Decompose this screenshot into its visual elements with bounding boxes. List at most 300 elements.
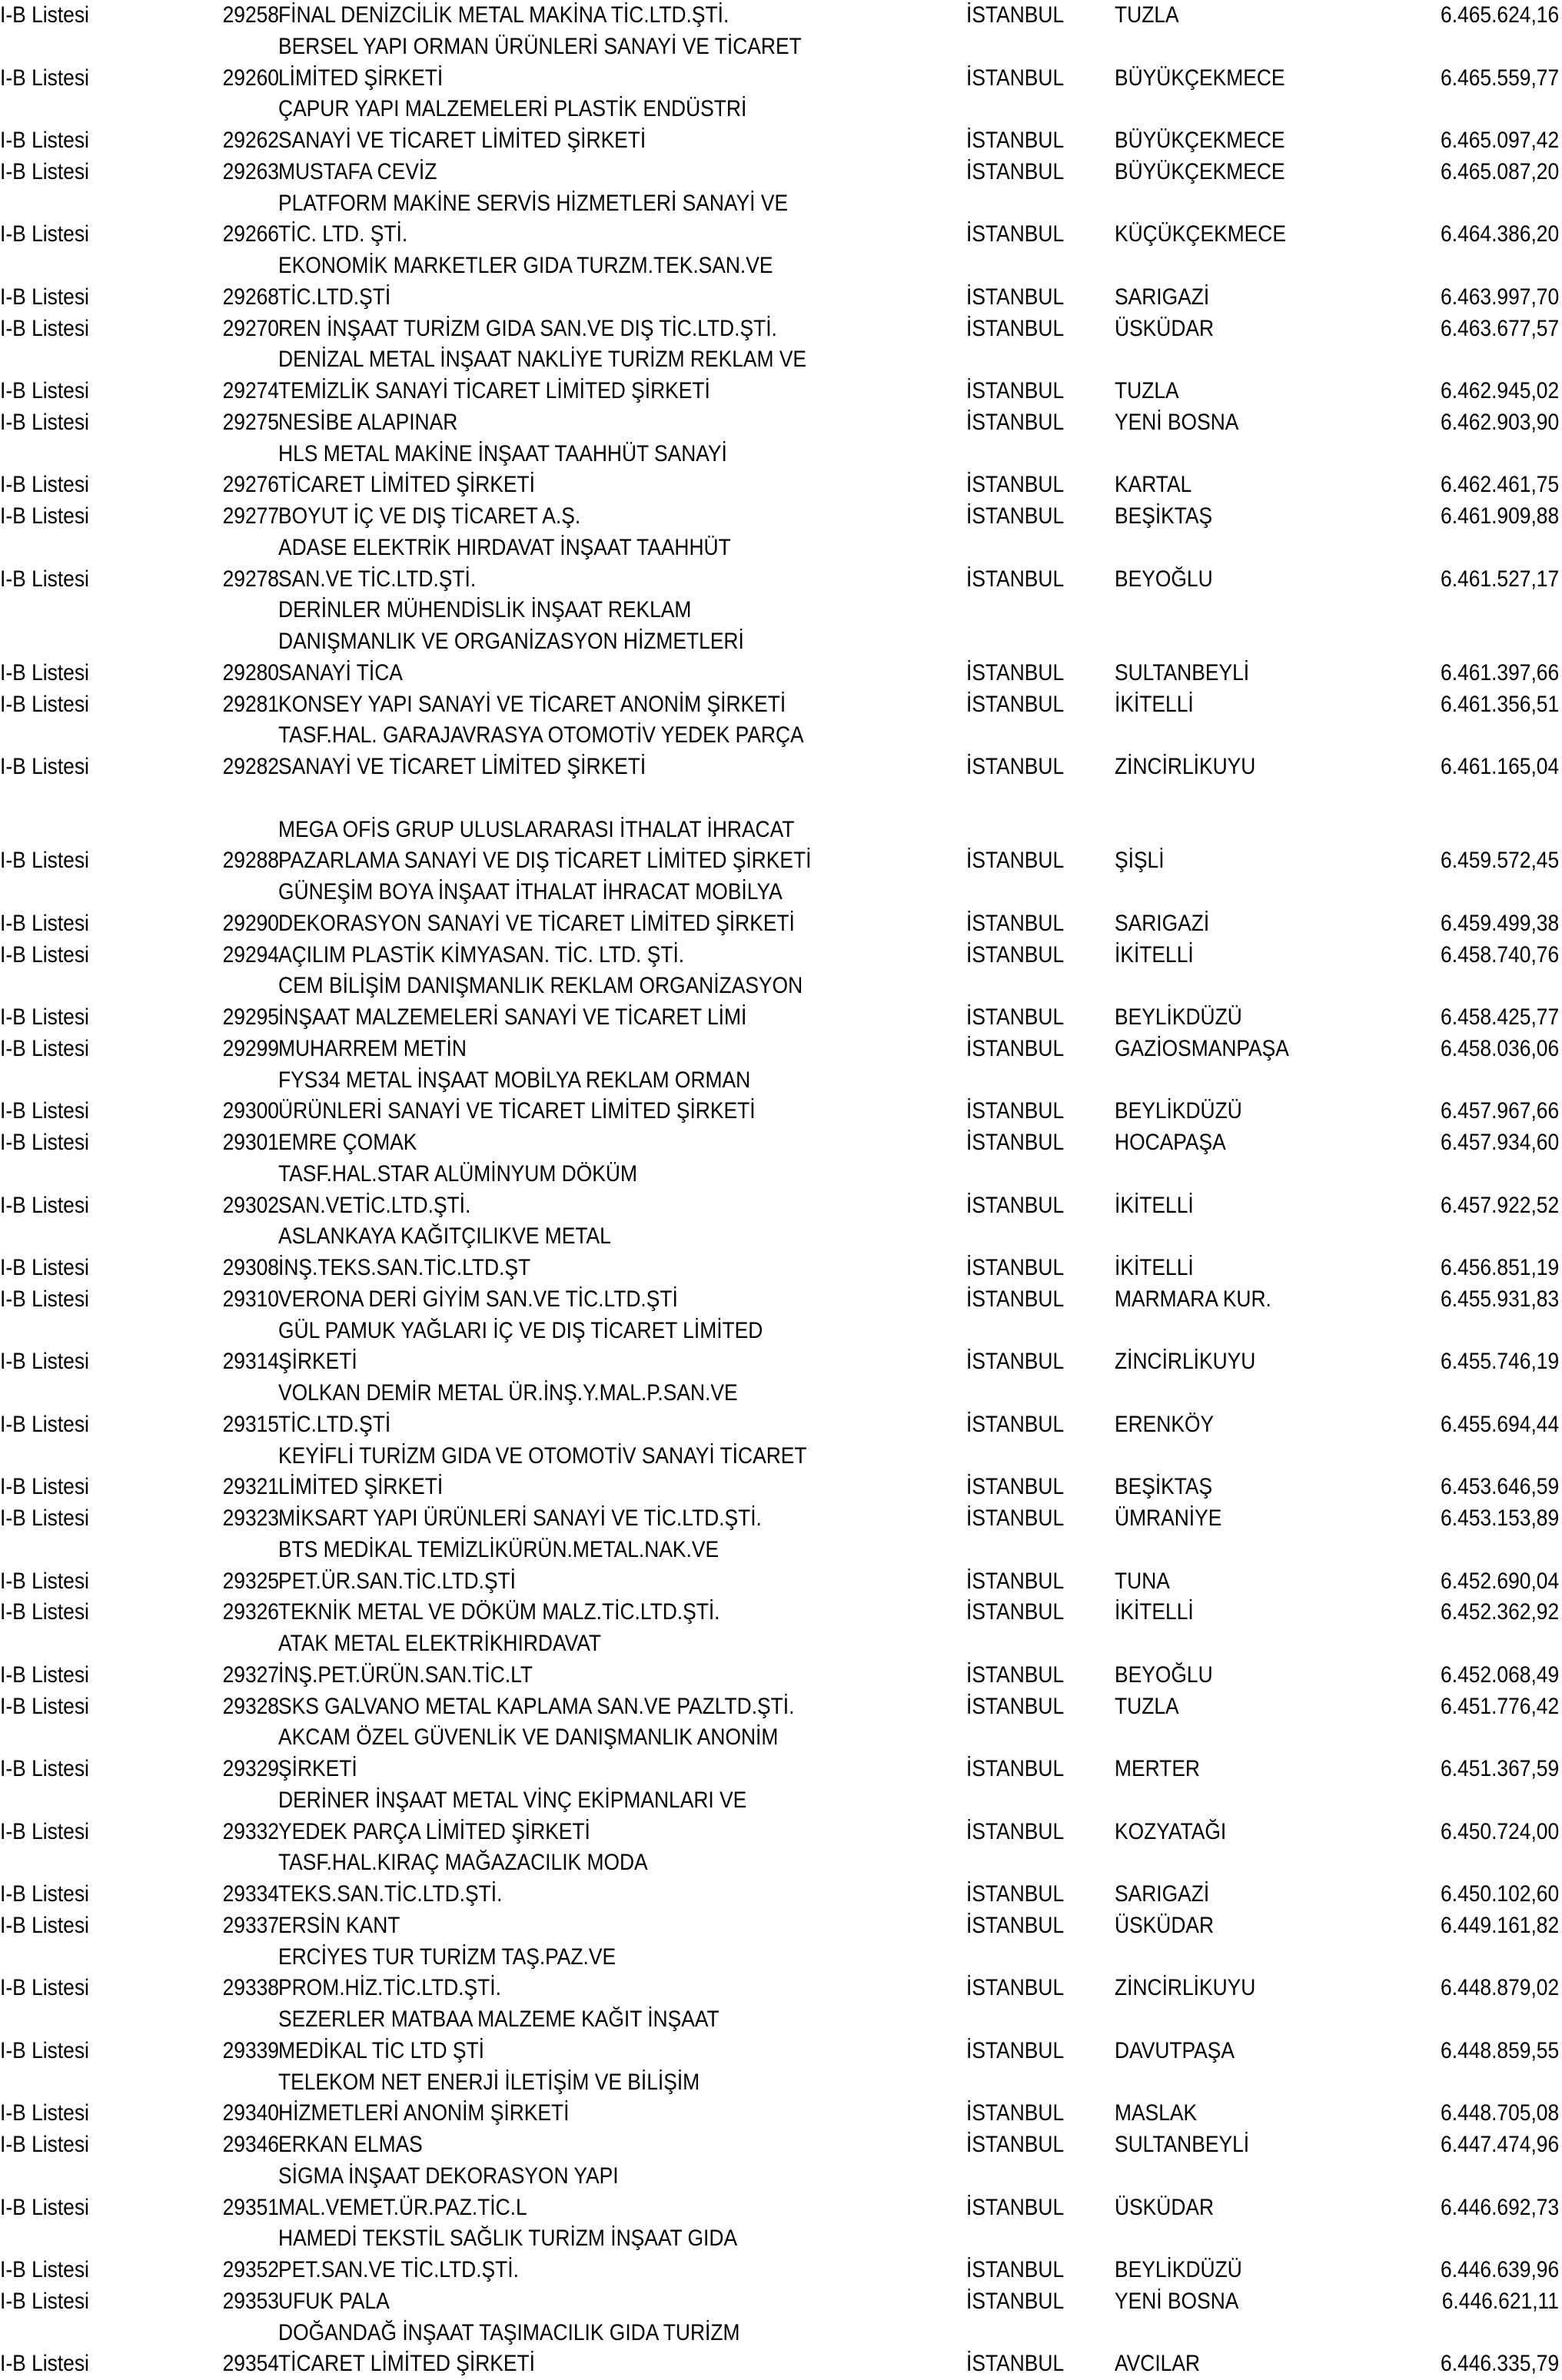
amount: 6.462.945,02 [1440, 378, 1559, 403]
table-row [0, 125, 1562, 157]
list-label: I-B Listesi [0, 1505, 89, 1531]
company-name-line: TASF.HAL.STAR ALÜMİNYUM DÖKÜM [278, 1160, 637, 1187]
amount: 6.446.621,11 [1441, 2288, 1559, 2314]
district: İKİTELLİ [1115, 691, 1194, 717]
city: İSTANBUL [966, 1349, 1065, 1375]
amount: 6.464.386,20 [1440, 221, 1559, 247]
company-name: LİMİTED ŞİRKETİ [278, 65, 444, 91]
amount: 6.452.362,92 [1440, 1599, 1559, 1625]
city: İSTANBUL [966, 65, 1065, 91]
record-name-continuation [0, 439, 1562, 470]
record-name-continuation [0, 2223, 1562, 2255]
record-name-continuation [0, 1441, 1562, 1472]
record-number: 29263 [222, 158, 279, 184]
district: DAVUTPAŞA [1115, 2037, 1235, 2063]
record-number: 29328 [222, 1693, 279, 1719]
amount: 6.458.036,06 [1440, 1035, 1559, 1061]
company-name-line: BERSEL YAPI ORMAN ÜRÜNLERİ SANAYİ VE TİCARET [278, 33, 802, 59]
amount: 6.449.161,82 [1440, 1912, 1559, 1938]
table-row [0, 845, 1562, 877]
company-name: TİC. LTD. ŞTİ. [278, 221, 408, 247]
district: İKİTELLİ [1115, 1599, 1194, 1625]
company-name-line: TELEKOM NET ENERJİ İLETİŞİM VE BİLİŞİM [278, 2069, 700, 2095]
table-row [0, 2036, 1562, 2067]
city: İSTANBUL [966, 659, 1065, 685]
list-label: I-B Listesi [0, 691, 89, 717]
district: YENİ BOSNA [1115, 2288, 1239, 2314]
company-name-line: ADASE ELEKTRİK HIRDAVAT İNŞAAT TAAHHÜT [278, 534, 731, 560]
company-name-line: EKONOMİK MARKETLER GIDA TURZM.TEK.SAN.VE [278, 253, 773, 278]
list-label: I-B Listesi [0, 1756, 89, 1781]
table-row [0, 1691, 1562, 1723]
table-row [0, 2098, 1562, 2129]
company-name: İNŞ.PET.ÜRÜN.SAN.TİC.LT [278, 1661, 533, 1688]
record-number: 29288 [222, 848, 279, 874]
table-row [0, 407, 1562, 439]
record-number: 29262 [222, 128, 279, 153]
table-row [0, 1566, 1562, 1598]
district: TUZLA [1115, 378, 1179, 403]
table-row [0, 63, 1562, 95]
list-label: I-B Listesi [0, 284, 89, 310]
company-name: TİC.LTD.ŞTİ [278, 284, 391, 310]
city: İSTANBUL [966, 1818, 1065, 1844]
table-row [0, 689, 1562, 721]
list-label: I-B Listesi [0, 2351, 89, 2377]
city: İSTANBUL [966, 1004, 1065, 1030]
district: BEYOĞLU [1115, 1661, 1213, 1688]
company-name: SANAYİ TİCA [278, 659, 403, 685]
list-label: I-B Listesi [0, 659, 89, 685]
district: SULTANBEYLİ [1115, 2132, 1250, 2157]
amount: 6.450.102,60 [1440, 1881, 1559, 1907]
company-name-line: KEYİFLİ TURİZM GIDA VE OTOMOTİV SANAYİ TİCARET [278, 1442, 807, 1469]
table-row [0, 564, 1562, 596]
company-name: HİZMETLERİ ANONİM ŞİRKETİ [278, 2100, 570, 2126]
list-label: I-B Listesi [0, 315, 89, 341]
table-row [0, 1817, 1562, 1848]
district: SARIGAZİ [1115, 1881, 1210, 1907]
company-name-line: BTS MEDİKAL TEMİZLİKÜRÜN.METAL.NAK.VE [278, 1536, 720, 1562]
city: İSTANBUL [966, 2351, 1065, 2377]
district: ÜSKÜDAR [1115, 315, 1215, 341]
district: BEŞİKTAŞ [1115, 503, 1213, 529]
table-row [0, 1096, 1562, 1127]
city: İSTANBUL [966, 1661, 1065, 1688]
amount: 6.453.153,89 [1440, 1505, 1559, 1531]
district: ZİNCİRLİKUYU [1115, 754, 1256, 779]
list-label: I-B Listesi [0, 1474, 89, 1500]
record-number: 29327 [222, 1661, 279, 1688]
record-name-continuation [0, 1316, 1562, 1347]
city: İSTANBUL [966, 2100, 1065, 2126]
record-number: 29339 [222, 2037, 279, 2063]
list-label: I-B Listesi [0, 1568, 89, 1594]
company-name-line: TASF.HAL.KIRAÇ MAĞAZACILIK MODA [278, 1850, 648, 1876]
district: BEYLİKDÜZÜ [1115, 2257, 1242, 2282]
district: ZİNCİRLİKUYU [1115, 1975, 1256, 2001]
company-name-line: ÇAPUR YAPI MALZEMELERİ PLASTİK ENDÜSTRİ [278, 96, 747, 122]
list-label: I-B Listesi [0, 1098, 89, 1124]
company-name-line: GÜL PAMUK YAĞLARI İÇ VE DIŞ TİCARET LİMİTED [278, 1317, 763, 1343]
city: İSTANBUL [966, 2132, 1065, 2157]
record-number: 29314 [222, 1349, 279, 1375]
amount: 6.451.776,42 [1440, 1693, 1559, 1719]
amount: 6.455.746,19 [1440, 1349, 1559, 1375]
city: İSTANBUL [966, 1255, 1065, 1280]
company-name-line: AKCAM ÖZEL GÜVENLİK VE DANIŞMANLIK ANONİM [278, 1724, 779, 1751]
record-number: 29352 [222, 2257, 279, 2282]
city: İSTANBUL [966, 2194, 1065, 2220]
list-label: I-B Listesi [0, 1004, 89, 1030]
record-number: 29302 [222, 1192, 279, 1218]
company-name: LİMİTED ŞİRKETİ [278, 1474, 444, 1500]
company-name-line: SİGMA İNŞAAT DEKORASYON YAPI [278, 2163, 619, 2189]
city: İSTANBUL [966, 284, 1065, 310]
table-row [0, 470, 1562, 501]
company-name: AÇILIM PLASTİK KİMYASAN. TİC. LTD. ŞTİ. [278, 941, 685, 968]
record-number: 29276 [222, 472, 279, 498]
record-name-continuation [0, 720, 1562, 752]
amount: 6.459.572,45 [1440, 848, 1559, 874]
district: ERENKÖY [1115, 1411, 1215, 1437]
district: BÜYÜKÇEKMECE [1115, 128, 1285, 153]
district: BÜYÜKÇEKMECE [1115, 158, 1285, 184]
record-name-continuation [0, 1535, 1562, 1566]
company-name: ŞİRKETİ [278, 1349, 357, 1375]
company-name: TİC.LTD.ŞTİ [278, 1411, 391, 1437]
record-number: 29354 [222, 2351, 279, 2377]
table-row [0, 1190, 1562, 1222]
company-name-line: ERCİYES TUR TURİZM TAŞ.PAZ.VE [278, 1944, 616, 1970]
list-label: I-B Listesi [0, 1881, 89, 1907]
record-name-continuation [0, 344, 1562, 376]
city: İSTANBUL [966, 158, 1065, 184]
city: İSTANBUL [966, 1505, 1065, 1531]
district: İKİTELLİ [1115, 1192, 1194, 1218]
list-label: I-B Listesi [0, 1035, 89, 1061]
record-name-continuation [0, 32, 1562, 63]
table-row [0, 2129, 1562, 2161]
amount: 6.463.677,57 [1440, 315, 1559, 341]
city: İSTANBUL [966, 2, 1065, 28]
list-label: I-B Listesi [0, 1192, 89, 1218]
amount: 6.452.068,49 [1440, 1661, 1559, 1688]
list-label: I-B Listesi [0, 1693, 89, 1719]
amount: 6.451.367,59 [1440, 1756, 1559, 1781]
company-name: MEDİKAL TİC LTD ŞTİ [278, 2037, 484, 2063]
list-label: I-B Listesi [0, 754, 89, 779]
amount: 6.450.724,00 [1440, 1818, 1559, 1844]
district: BEŞİKTAŞ [1115, 1474, 1213, 1500]
company-name-line: VOLKAN DEMİR METAL ÜR.İNŞ.Y.MAL.P.SAN.VE [278, 1380, 738, 1406]
district: MARMARA KUR. [1115, 1286, 1271, 1312]
city: İSTANBUL [966, 315, 1065, 341]
company-name: PET.ÜR.SAN.TİC.LTD.ŞTİ [278, 1568, 517, 1594]
company-name-line: FYS34 METAL İNŞAAT MOBİLYA REKLAM ORMAN [278, 1067, 751, 1093]
company-name-line: TASF.HAL. GARAJAVRASYA OTOMOTİV YEDEK PARÇA [278, 722, 804, 749]
list-label: I-B Listesi [0, 158, 89, 184]
record-number: 29282 [222, 754, 279, 779]
record-number: 29294 [222, 941, 279, 968]
record-name-continuation [0, 877, 1562, 908]
company-name: İNŞ.TEKS.SAN.TİC.LTD.ŞT [278, 1255, 531, 1280]
city: İSTANBUL [966, 1756, 1065, 1781]
list-label: I-B Listesi [0, 128, 89, 153]
record-name-continuation [0, 1378, 1562, 1409]
district: İKİTELLİ [1115, 941, 1194, 968]
amount: 6.461.356,51 [1440, 691, 1559, 717]
amount: 6.455.931,83 [1440, 1286, 1559, 1312]
record-number: 29310 [222, 1286, 279, 1312]
city: İSTANBUL [966, 221, 1065, 247]
company-name: İNŞAAT MALZEMELERİ SANAYİ VE TİCARET LİMİ [278, 1004, 747, 1030]
city: İSTANBUL [966, 1192, 1065, 1218]
district: SULTANBEYLİ [1115, 659, 1250, 685]
list-label: I-B Listesi [0, 2037, 89, 2063]
record-number: 29323 [222, 1505, 279, 1531]
record-name-continuation [0, 1628, 1562, 1660]
record-number: 29274 [222, 378, 279, 403]
record-number: 29329 [222, 1756, 279, 1781]
list-label: I-B Listesi [0, 941, 89, 968]
table-row [0, 1754, 1562, 1785]
company-name: SAN.VETİC.LTD.ŞTİ. [278, 1192, 471, 1218]
list-label: I-B Listesi [0, 2100, 89, 2126]
district: ZİNCİRLİKUYU [1115, 1349, 1256, 1375]
list-label: I-B Listesi [0, 2257, 89, 2282]
company-name: PET.SAN.VE TİC.LTD.ŞTİ. [278, 2257, 519, 2282]
company-name: VERONA DERİ GİYİM SAN.VE TİC.LTD.ŞTİ [278, 1286, 678, 1312]
city: İSTANBUL [966, 128, 1065, 153]
city: İSTANBUL [966, 691, 1065, 717]
company-name: TİCARET LİMİTED ŞİRKETİ [278, 472, 535, 498]
record-name-continuation [0, 2318, 1562, 2349]
district: ŞİŞLİ [1115, 848, 1165, 874]
district: TUZLA [1115, 2, 1179, 28]
record-number: 29332 [222, 1818, 279, 1844]
amount: 6.446.335,79 [1440, 2351, 1559, 2377]
amount: 6.462.903,90 [1440, 409, 1559, 435]
district: BÜYÜKÇEKMECE [1115, 65, 1285, 91]
amount: 6.465.097,42 [1440, 128, 1559, 153]
table-row [0, 314, 1562, 345]
amount: 6.446.639,96 [1440, 2257, 1559, 2282]
record-name-continuation [0, 2004, 1562, 2036]
company-name: KONSEY YAPI SANAYİ VE TİCARET ANONİM ŞİRKETİ [278, 691, 786, 717]
list-label: I-B Listesi [0, 2288, 89, 2314]
city: İSTANBUL [966, 848, 1065, 874]
table-row [0, 1973, 1562, 2004]
company-name: REN İNŞAAT TURİZM GIDA SAN.VE DIŞ TİC.LTD.ŞTİ. [278, 315, 777, 341]
district: HOCAPAŞA [1115, 1130, 1226, 1155]
blank-line [0, 783, 1562, 815]
city: İSTANBUL [966, 566, 1065, 592]
city: İSTANBUL [966, 2037, 1065, 2063]
record-name-continuation [0, 626, 1562, 658]
record-name-continuation [0, 251, 1562, 282]
amount: 6.453.646,59 [1440, 1474, 1559, 1500]
record-number: 29260 [222, 65, 279, 91]
table-row [0, 908, 1562, 940]
list-label: I-B Listesi [0, 1975, 89, 2001]
list-label: I-B Listesi [0, 1912, 89, 1938]
amount: 6.458.740,76 [1440, 941, 1559, 968]
amount: 6.448.879,02 [1440, 1975, 1559, 2001]
district: SARIGAZİ [1115, 284, 1210, 310]
list-label: I-B Listesi [0, 1349, 89, 1375]
record-number: 29270 [222, 315, 279, 341]
district: ÜSKÜDAR [1115, 1912, 1215, 1938]
company-name-line: HLS METAL MAKİNE İNŞAAT TAAHHÜT SANAYİ [278, 440, 727, 466]
record-number: 29315 [222, 1411, 279, 1437]
city: İSTANBUL [966, 409, 1065, 435]
amount: 6.465.559,77 [1440, 65, 1559, 91]
amount: 6.462.461,75 [1440, 472, 1559, 498]
table-row [0, 1034, 1562, 1065]
table-row [0, 376, 1562, 407]
record-name-continuation [0, 1159, 1562, 1190]
city: İSTANBUL [966, 910, 1065, 936]
district: İKİTELLİ [1115, 1255, 1194, 1280]
company-name: TEKS.SAN.TİC.LTD.ŞTİ. [278, 1881, 503, 1907]
table-row [0, 1910, 1562, 1942]
table-row [0, 1660, 1562, 1691]
record-name-continuation [0, 595, 1562, 626]
district: KÜÇÜKÇEKMECE [1115, 221, 1286, 247]
district: YENİ BOSNA [1115, 409, 1239, 435]
record-number: 29295 [222, 1004, 279, 1030]
record-number: 29338 [222, 1975, 279, 2001]
record-name-continuation [0, 1221, 1562, 1253]
amount: 6.461.165,04 [1440, 754, 1559, 779]
city: İSTANBUL [966, 472, 1065, 498]
record-number: 29321 [222, 1474, 279, 1500]
record-number: 29340 [222, 2100, 279, 2126]
company-name-line: DANIŞMANLIK VE ORGANİZASYON HİZMETLERİ [278, 629, 744, 654]
company-name-line: ASLANKAYA KAĞITÇILIKVE METAL [278, 1223, 611, 1250]
record-number: 29277 [222, 503, 279, 529]
list-label: I-B Listesi [0, 1411, 89, 1437]
record-number: 29280 [222, 659, 279, 685]
company-name: SKS GALVANO METAL KAPLAMA SAN.VE PAZLTD.ŞTİ. [278, 1693, 795, 1719]
company-name-line: DERİNER İNŞAAT METAL VİNÇ EKİPMANLARI VE [278, 1787, 747, 1813]
table-row [0, 1503, 1562, 1535]
table-row [0, 2192, 1562, 2224]
list-label: I-B Listesi [0, 409, 89, 435]
record-number: 29351 [222, 2194, 279, 2220]
record-name-continuation [0, 815, 1562, 846]
company-name: EMRE ÇOMAK [278, 1130, 417, 1155]
list-label: I-B Listesi [0, 910, 89, 936]
record-name-continuation [0, 1785, 1562, 1817]
table-row [0, 1409, 1562, 1441]
list-label: I-B Listesi [0, 2194, 89, 2220]
city: İSTANBUL [966, 1693, 1065, 1719]
record-number: 29266 [222, 221, 279, 247]
company-name: MAL.VEMET.ÜR.PAZ.TİC.L [278, 2194, 527, 2220]
record-number: 29325 [222, 1568, 279, 1594]
record-name-continuation [0, 2067, 1562, 2099]
district: MERTER [1115, 1756, 1200, 1781]
company-name-line: MEGA OFİS GRUP ULUSLARARASI İTHALAT İHRACAT [278, 816, 795, 842]
district: KOZYATAĞI [1115, 1818, 1227, 1844]
record-number: 29275 [222, 409, 279, 435]
amount: 6.463.997,70 [1440, 284, 1559, 310]
list-label: I-B Listesi [0, 1255, 89, 1280]
amount: 6.457.934,60 [1440, 1130, 1559, 1155]
record-name-continuation [0, 1722, 1562, 1754]
district: TUZLA [1115, 1693, 1179, 1719]
company-name: MİKSART YAPI ÜRÜNLERİ SANAYİ VE TİC.LTD.ŞTİ. [278, 1505, 762, 1531]
record-number: 29353 [222, 2288, 279, 2314]
district: BEYLİKDÜZÜ [1115, 1004, 1242, 1030]
city: İSTANBUL [966, 1411, 1065, 1437]
amount: 6.457.967,66 [1440, 1098, 1559, 1124]
company-name-line: GÜNEŞİM BOYA İNŞAAT İTHALAT İHRACAT MOBİLYA [278, 879, 783, 905]
list-label: I-B Listesi [0, 566, 89, 592]
company-name: MUSTAFA CEVİZ [278, 158, 437, 184]
record-name-continuation [0, 1942, 1562, 1973]
table-row [0, 1879, 1562, 1910]
table-row [0, 658, 1562, 689]
table-row [0, 752, 1562, 783]
table-row [0, 157, 1562, 188]
record-name-continuation [0, 1847, 1562, 1879]
city: İSTANBUL [966, 378, 1065, 403]
company-name: SAN.VE TİC.LTD.ŞTİ. [278, 566, 477, 592]
company-name: DEKORASYON SANAYİ VE TİCARET LİMİTED ŞİRKETİ [278, 910, 795, 936]
record-number: 29334 [222, 1881, 279, 1907]
list-label: I-B Listesi [0, 1599, 89, 1625]
district: BEYOĞLU [1115, 566, 1213, 592]
list-label: I-B Listesi [0, 1818, 89, 1844]
table-row [0, 501, 1562, 533]
record-number: 29337 [222, 1912, 279, 1938]
record-name-continuation [0, 971, 1562, 1002]
district: ÜMRANİYE [1115, 1505, 1222, 1531]
company-name: MUHARREM METİN [278, 1035, 467, 1061]
city: İSTANBUL [966, 1568, 1065, 1594]
amount: 6.461.909,88 [1440, 503, 1559, 529]
table-row [0, 2286, 1562, 2318]
table-row [0, 0, 1562, 32]
record-number: 29308 [222, 1255, 279, 1280]
table-row [0, 1284, 1562, 1316]
table-row [0, 1597, 1562, 1628]
amount: 6.457.922,52 [1440, 1192, 1559, 1218]
record-number: 29278 [222, 566, 279, 592]
record-number: 29299 [222, 1035, 279, 1061]
company-name: ERKAN ELMAS [278, 2132, 423, 2157]
city: İSTANBUL [966, 1881, 1065, 1907]
list-label: I-B Listesi [0, 65, 89, 91]
district: SARIGAZİ [1115, 910, 1210, 936]
district: KARTAL [1115, 472, 1192, 498]
table-row [0, 1472, 1562, 1503]
record-name-continuation [0, 533, 1562, 564]
amount: 6.465.087,20 [1440, 158, 1559, 184]
company-name-line: CEM BİLİŞİM DANIŞMANLIK REKLAM ORGANİZASYON [278, 973, 803, 999]
company-name: SANAYİ VE TİCARET LİMİTED ŞİRKETİ [278, 128, 646, 153]
list-label: I-B Listesi [0, 1286, 89, 1312]
city: İSTANBUL [966, 754, 1065, 779]
record-number: 29290 [222, 910, 279, 936]
amount: 6.461.527,17 [1440, 566, 1559, 592]
company-name-line: DENİZAL METAL İNŞAAT NAKLİYE TURİZM REKLAM VE [278, 347, 807, 373]
district: BEYLİKDÜZÜ [1115, 1098, 1242, 1124]
company-name-line: ATAK METAL ELEKTRİKHIRDAVAT [278, 1631, 602, 1656]
